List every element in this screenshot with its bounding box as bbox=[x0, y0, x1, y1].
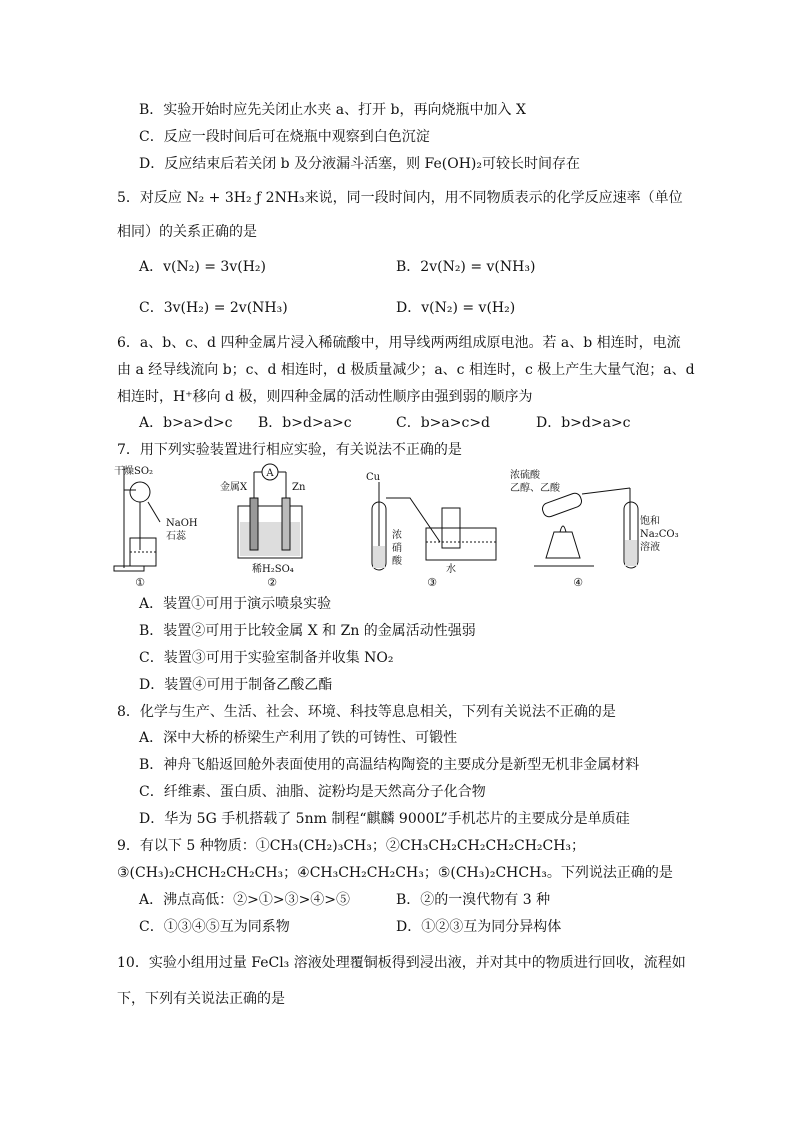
label-na2co3: Na₂CO₃ bbox=[640, 529, 679, 540]
q8-option-c: C．纤维素、蛋白质、油脂、淀粉均是天然高分子化合物 bbox=[139, 784, 486, 800]
label-zn: Zn bbox=[292, 482, 306, 493]
q5-stem-line2: 相同）的关系正确的是 bbox=[117, 224, 257, 240]
q9-option-a: A．沸点高低：②>①>③>④>⑤ bbox=[139, 892, 351, 908]
label-conc-h2so4: 浓硫酸 bbox=[510, 470, 540, 481]
q6-option-b: B．b>d>a>c bbox=[258, 415, 352, 431]
label-ethanol-acetic: 乙醇、乙酸 bbox=[510, 483, 560, 494]
q6-stem-line3: 相连时，H⁺移向 d 极，则四种金属的活动性顺序由强到弱的顺序为 bbox=[117, 389, 533, 405]
q7-option-a: A．装置①可用于演示喷泉实验 bbox=[139, 596, 332, 612]
ammeter-label: A bbox=[266, 468, 274, 479]
q9-stem-line1: 9．有以下 5 种物质：①CH₃(CH₂)₃CH₃；②CH₃CH₂CH₂CH₂CH₂CH₃； bbox=[117, 838, 586, 854]
q4-option-c: C．反应一段时间后可在烧瓶中观察到白色沉淀 bbox=[139, 129, 430, 145]
q10-stem-line2: 下，下列有关说法正确的是 bbox=[117, 991, 285, 1007]
q8-option-d: D．华为 5G 手机搭载了 5nm 制程“麒麟 9000L”手机芯片的主要成分是单质硅 bbox=[139, 811, 630, 827]
q7-option-d: D．装置④可用于制备乙酸乙酯 bbox=[139, 677, 333, 693]
q7-stem: 7．用下列实验装置进行相应实验，有关说法不正确的是 bbox=[117, 442, 462, 458]
q9-stem-line2: ③(CH₃)₂CHCH₂CH₂CH₃；④CH₃CH₂CH₂CH₃；⑤(CH₃)₂CHCH₃。下列说法正确的是 bbox=[117, 865, 673, 881]
q6-option-a: A．b>a>d>c bbox=[139, 415, 233, 431]
q5-stem-line1: 5．对反应 N₂ + 3H₂ ƒ 2NH₃来说，同一段时间内，用不同物质表示的化学反应速率（单位 bbox=[117, 190, 683, 206]
q5-option-a: A．v(N₂) = 3v(H₂) bbox=[139, 259, 266, 275]
q8-stem: 8．化学与生产、生活、社会、环境、科技等息息相关，下列有关说法不正确的是 bbox=[117, 704, 616, 720]
label-saturated: 饱和 bbox=[640, 516, 660, 527]
q5-option-b: B．2v(N₂) = v(NH₃) bbox=[396, 259, 536, 275]
apparatus-number-3: ③ bbox=[427, 576, 437, 589]
q4-option-b: B．实验开始时应先关闭止水夹 a、打开 b，再向烧瓶中加入 X bbox=[139, 102, 526, 118]
q9-option-d: D．①②③互为同分异构体 bbox=[396, 919, 562, 935]
label-metal-x: 金属X bbox=[220, 482, 248, 493]
label-conc-1: 浓 bbox=[392, 530, 402, 541]
q7-option-c: C．装置③可用于实验室制备并收集 NO₂ bbox=[139, 650, 394, 666]
q8-option-b: B．神舟飞船返回舱外表面使用的高温结构陶瓷的主要成分是新型无机非金属材料 bbox=[139, 757, 640, 773]
apparatus-number-1: ① bbox=[135, 576, 145, 589]
label-cu: Cu bbox=[366, 472, 381, 483]
label-solution: 溶液 bbox=[640, 542, 660, 553]
apparatus-number-2: ② bbox=[267, 576, 277, 589]
apparatus-3-no2 bbox=[366, 472, 496, 589]
label-naoh: NaOH bbox=[166, 518, 198, 529]
q6-stem-line2: 由 a 经导线流向 b；c、d 相连时，d 极质量减少；a、c 相连时，c 极上产生大量气泡；a、d bbox=[117, 362, 695, 378]
q9-option-c: C．①③④⑤互为同系物 bbox=[139, 919, 290, 935]
q5-option-c: C．3v(H₂) = 2v(NH₃) bbox=[139, 300, 288, 316]
q7-option-b: B．装置②可用于比较金属 X 和 Zn 的金属活动性强弱 bbox=[139, 623, 476, 639]
label-dry-so2: 干燥SO₂ bbox=[114, 466, 154, 477]
q7-apparatus-figure bbox=[110, 462, 679, 590]
label-water: 水 bbox=[446, 564, 456, 575]
apparatus-number-4: ④ bbox=[573, 576, 583, 589]
q8-option-a: A．深中大桥的桥梁生产利用了铁的可铸性、可锻性 bbox=[139, 730, 458, 746]
apparatus-2-cell bbox=[220, 464, 306, 589]
apparatus-1-fountain bbox=[114, 464, 198, 589]
q6-option-c: C．b>a>c>d bbox=[396, 415, 491, 431]
q4-option-d: D．反应结束后若关闭 b 及分液漏斗活塞，则 Fe(OH)₂可较长时间存在 bbox=[139, 156, 580, 172]
label-conc-3: 酸 bbox=[392, 556, 402, 567]
q9-option-b: B．②的一溴代物有 3 种 bbox=[396, 892, 551, 908]
q6-stem-line1: 6．a、b、c、d 四种金属片浸入稀硫酸中，用导线两两组成原电池。若 a、b 相连时，电流 bbox=[117, 335, 681, 351]
label-dilute-h2so4: 稀H₂SO₄ bbox=[252, 564, 294, 575]
label-litmus: 石蕊 bbox=[166, 531, 186, 542]
q6-option-d: D．b>d>a>c bbox=[536, 415, 631, 431]
apparatus-4-ester bbox=[510, 468, 679, 589]
q5-option-d: D．v(N₂) = v(H₂) bbox=[396, 300, 516, 316]
label-conc-2: 硝 bbox=[392, 543, 402, 554]
q10-stem-line1: 10．实验小组用过量 FeCl₃ 溶液处理覆铜板得到浸出液，并对其中的物质进行回收，流程如 bbox=[117, 955, 686, 971]
